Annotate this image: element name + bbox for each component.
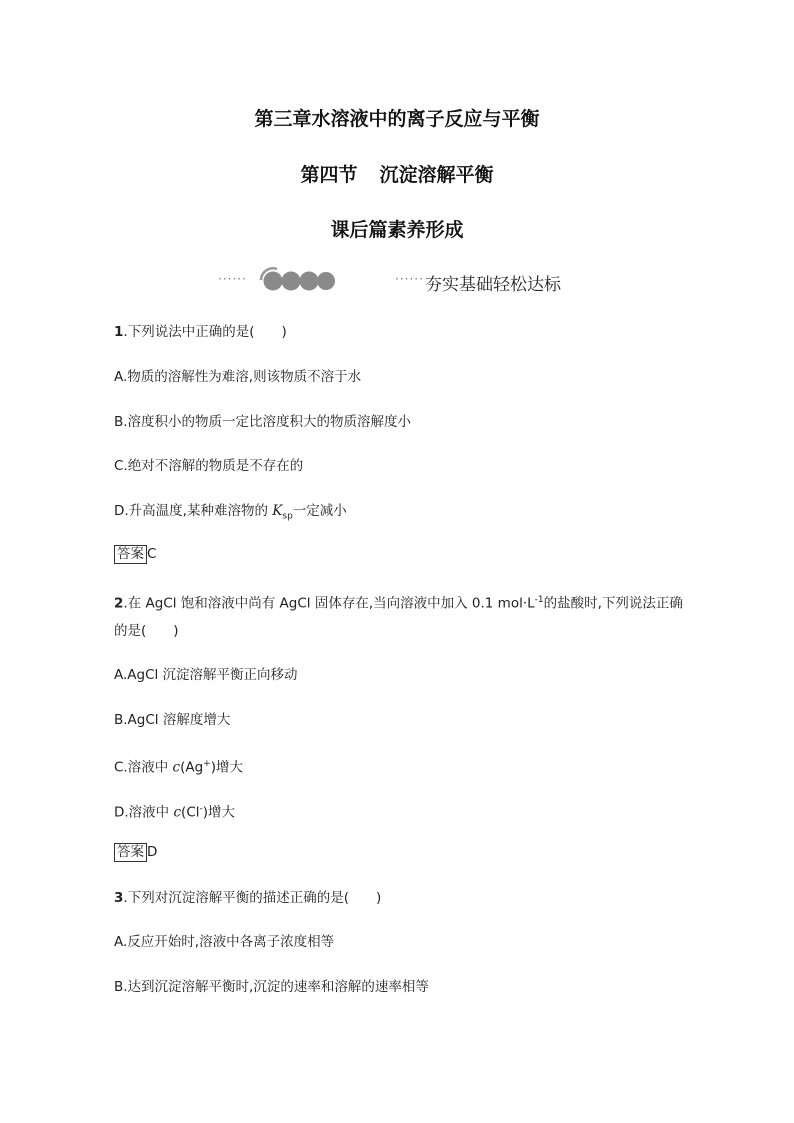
answer-value: D [147, 844, 158, 860]
question-1-option-d [114, 501, 694, 527]
banner-text: 夯实基础轻松达标 [425, 275, 561, 295]
question-2-option-b: B.AgCl 溶解度增大 [114, 712, 231, 728]
question-3-option-b: B.达到沉淀溶解平衡时,沉淀的速率和溶解的速率相等 [114, 979, 429, 995]
question-number: 2 [114, 595, 124, 612]
superscript: + [203, 759, 211, 769]
option-text: D.升高温度,某种难溶物的 [114, 503, 273, 519]
option-text: )增大 [202, 804, 236, 821]
question-1-option-b: B.溶度积小的物质一定比溶度积大的物质溶解度小 [114, 414, 412, 430]
banner-dots-left: ······ [218, 272, 247, 286]
option-text: )增大 [210, 759, 243, 776]
ksp-subscript: sp [282, 511, 293, 522]
option-text: D.溶液中 [114, 804, 174, 821]
option-text: 一定减小 [292, 503, 347, 519]
answer-value: C [147, 546, 157, 562]
section-number: 第四节 [300, 164, 358, 186]
question-2-option-d [114, 799, 694, 823]
option-text: C.溶液中 [114, 759, 173, 776]
question-3-stem [114, 888, 694, 908]
question-number: 1 [114, 324, 124, 340]
question-2-stem [114, 590, 694, 614]
question-1-stem [114, 322, 694, 342]
ksp-symbol: K [272, 503, 283, 519]
answer-label: 答案 [114, 545, 147, 564]
concentration-symbol: c [173, 804, 182, 821]
answer-label: 答案 [114, 843, 147, 862]
question-text: 的盐酸时,下列说法正确 [543, 595, 683, 612]
chapter-title: 第三章水溶液中的离子反应与平衡 [254, 108, 540, 130]
banner-dots-right: ······ [395, 272, 424, 286]
question-2-option-c [114, 754, 694, 778]
section-name: 沉淀溶解平衡 [379, 164, 494, 186]
question-2-option-a: A.AgCl 沉淀溶解平衡正向移动 [114, 667, 298, 683]
question-number: 3 [114, 890, 124, 906]
section-banner [218, 266, 598, 296]
concentration-symbol: c [172, 759, 181, 776]
superscript: -1 [534, 595, 544, 605]
question-text: .下列说法中正确的是( ) [123, 324, 287, 340]
question-1-answer [114, 545, 156, 564]
question-text: .在 AgCl 饱和溶液中尚有 AgCl 固体存在,当向溶液中加入 0.1 mol·L [123, 595, 535, 612]
question-1-option-c: C.绝对不溶解的物质是不存在的 [114, 458, 304, 474]
section-title [0, 160, 794, 187]
question-2-answer [114, 843, 157, 862]
question-text: .下列对沉淀溶解平衡的描述正确的是( ) [123, 890, 382, 906]
ion-text: (Ag [180, 759, 204, 776]
bead-chain-icon [255, 266, 335, 292]
page-subtitle: 课后篇素养形成 [330, 219, 464, 241]
ion-text: (Cl [181, 804, 200, 821]
question-2-stem-line2: 的是( ) [114, 623, 179, 639]
question-1-option-a: A.物质的溶解性为难溶,则该物质不溶于水 [114, 369, 362, 385]
superscript: - [199, 804, 203, 814]
question-3-option-a: A.反应开始时,溶液中各离子浓度相等 [114, 934, 335, 950]
